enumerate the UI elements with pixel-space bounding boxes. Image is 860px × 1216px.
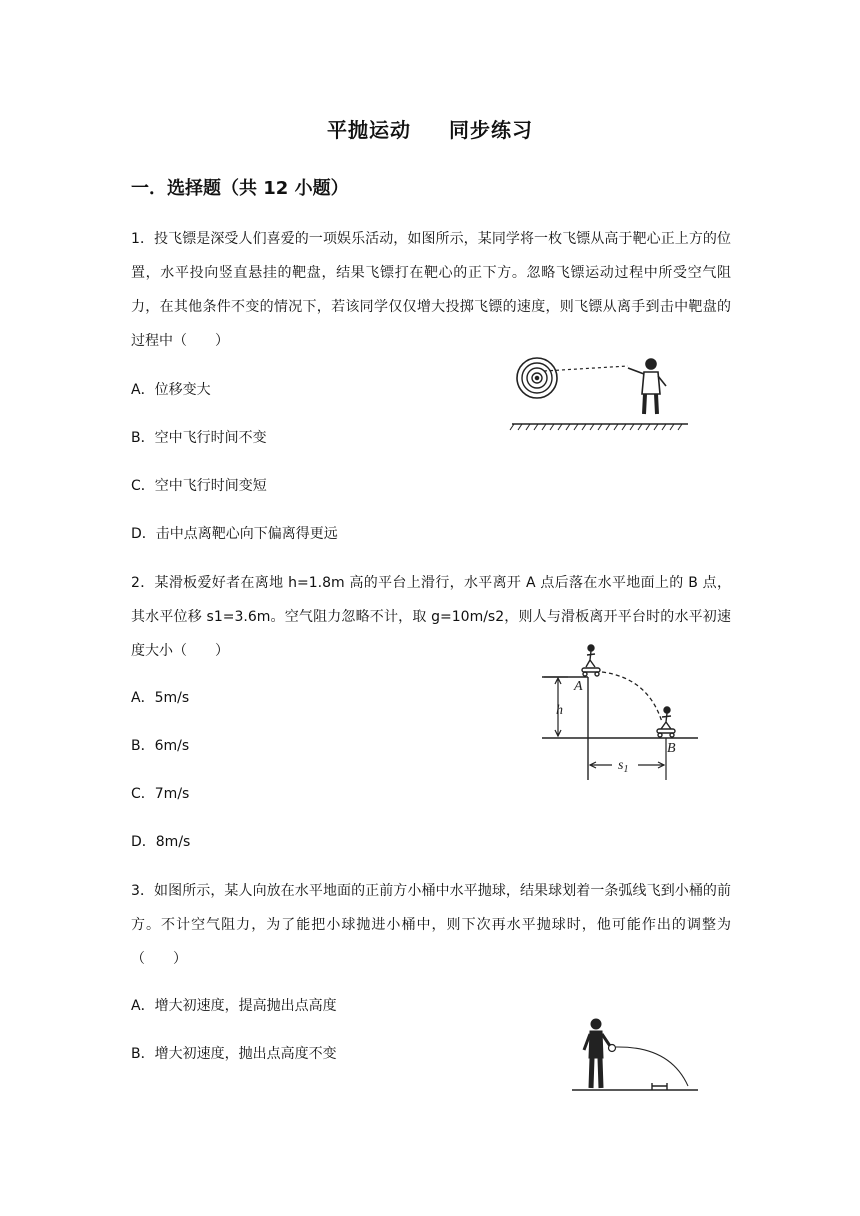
bucket [652, 1083, 667, 1090]
question-3-option-a: A．增大初速度，提高抛出点高度 [131, 998, 337, 1014]
ball-trajectory [616, 1047, 688, 1086]
skater-at-b [657, 707, 675, 737]
question-1-option-d: D．击中点离靶心向下偏离得更远 [131, 526, 338, 542]
question-3-option-b: B．增大初速度，抛出点高度不变 [131, 1046, 337, 1062]
question-3-stem: 3．如图所示，某人向放在水平地面的正前方小桶中水平抛球，结果球划着一条弧线飞到小桶的前方。不计空气阻力，为了能把小球抛进小桶中，则下次再水平抛球时，他可能作出的调整为（ ） [131, 883, 731, 967]
ball [609, 1045, 616, 1052]
dartboard-figure [510, 354, 690, 434]
label-s: s [618, 758, 624, 773]
trajectory [602, 672, 662, 722]
thrower-person [628, 359, 666, 414]
skater-at-a [582, 645, 600, 676]
question-2-option-c: C．7m/s [131, 786, 190, 802]
question-2-option-a: A．5m/s [131, 690, 190, 706]
label-h: h [556, 703, 563, 718]
ground-hatch [510, 424, 682, 430]
label-b: B [667, 741, 676, 756]
question-1-stem: 1．投飞镖是深受人们喜爱的一项娱乐活动，如图所示，某同学将一枚飞镖从高于靶心正上方的位置，水平投向竖直悬挂的靶盘，结果飞镖打在靶心的正下方。忽略飞镖运动过程中所受空气阻力，在其他条件不变的情况下，若该同学仅仅增大投掷飞镖的速度，则飞镖从离手到击中靶盘的过程中（ ） [131, 231, 731, 349]
thrower-person [584, 1019, 610, 1088]
label-s1 [618, 758, 628, 775]
dart-path [544, 366, 628, 371]
skateboard-figure [540, 640, 700, 782]
title-part-2: 同步练习 [449, 118, 533, 142]
title-part-1: 平抛运动 [327, 118, 411, 142]
question-2-option-b: B．6m/s [131, 738, 190, 754]
question-2-stem: 2．某滑板爱好者在离地 h=1.8m 高的平台上滑行，水平离开 A 点后落在水平地面上的 B 点，其水平位移 s1=3.6m。空气阻力忽略不计，取 g=10m/s2，则人与滑板离开平台时的水平初速度大小（ ） [131, 575, 731, 659]
ball-throw-figure [570, 1016, 700, 1098]
dartboard-target [517, 358, 557, 398]
page-title [0, 114, 860, 143]
question-1-option-c: C．空中飞行时间变短 [131, 478, 267, 494]
label-a: A [574, 679, 583, 694]
question-2-option-d: D．8m/s [131, 834, 191, 850]
question-1-option-a: A．位移变大 [131, 382, 211, 398]
question-1-option-b: B．空中飞行时间不变 [131, 430, 267, 446]
section-heading: 一．选择题（共 12 小题） [131, 178, 349, 199]
label-s-subscript: 1 [623, 764, 629, 775]
